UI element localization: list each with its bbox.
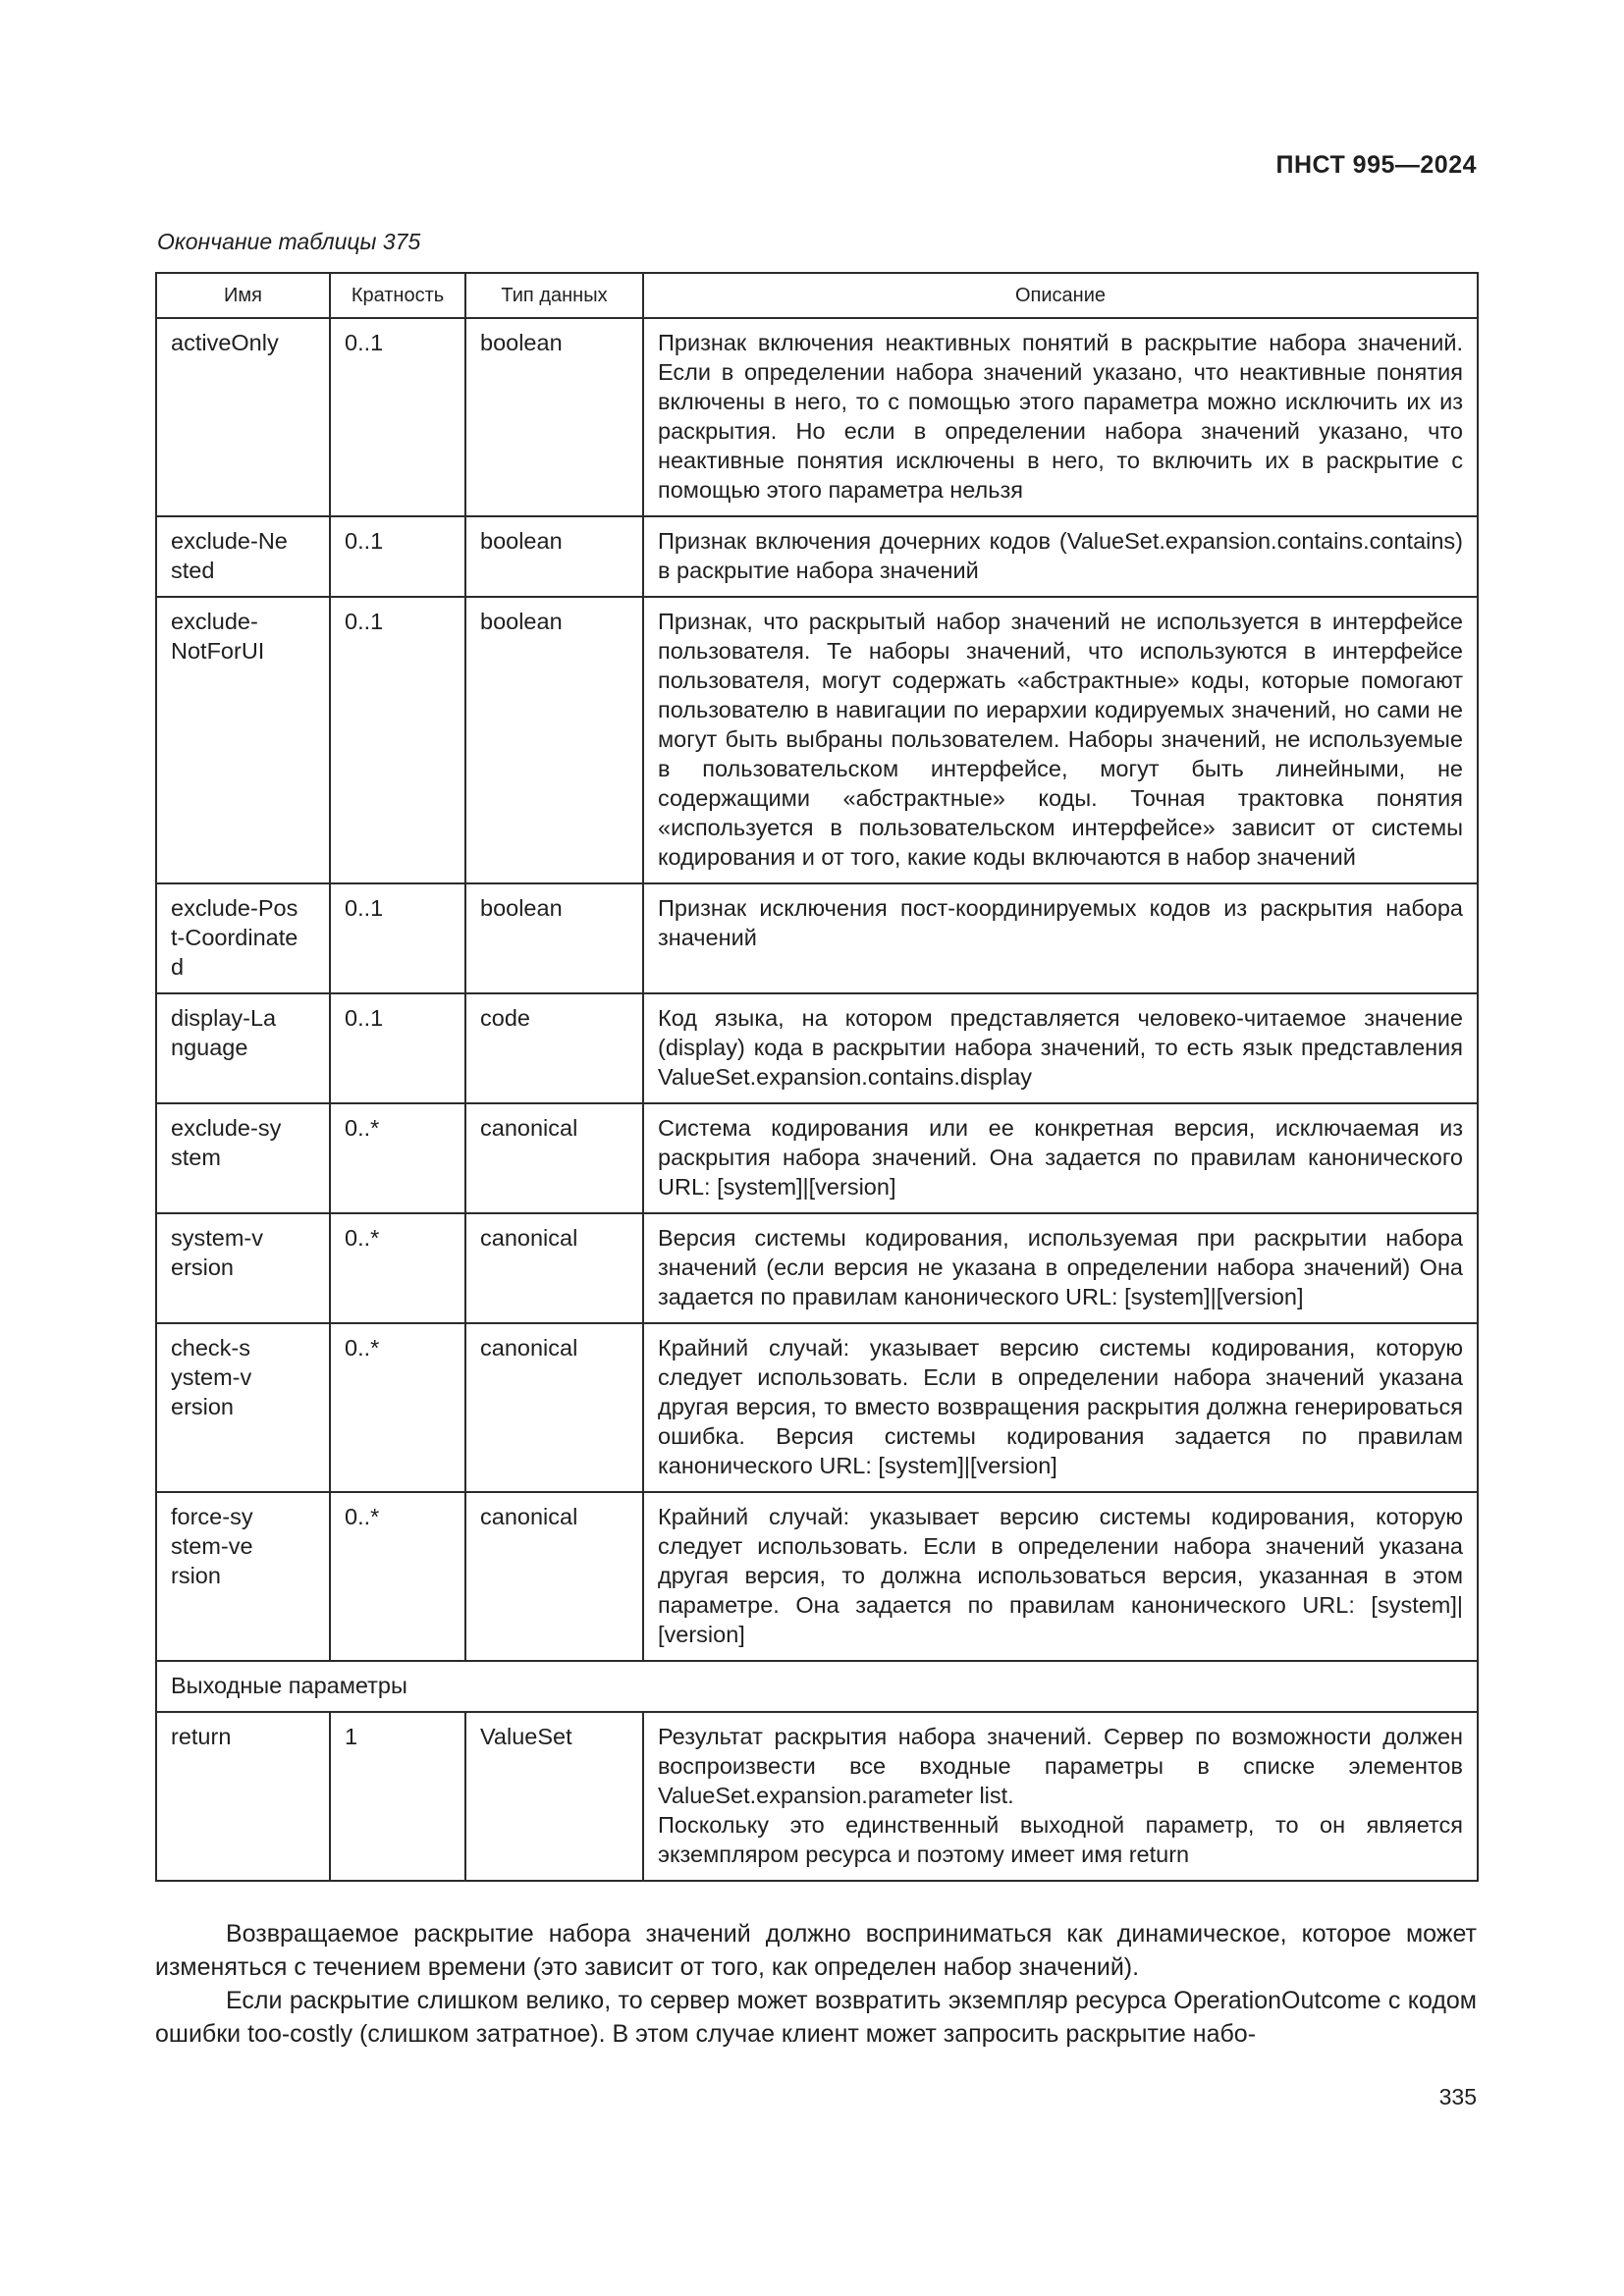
table-caption: Окончание таблицы 375 <box>157 229 421 254</box>
table-row <box>156 1323 1478 1492</box>
param-type: canonical <box>465 1323 643 1492</box>
section-label-output: Выходные параметры <box>156 1661 1478 1712</box>
table-row <box>156 597 1478 883</box>
column-header-description: Описание <box>643 273 1478 318</box>
table-row <box>156 516 1478 597</box>
table-row <box>156 1492 1478 1661</box>
description-line: Результат раскрытия набора значений. Сервер по возможности должен воспроизвести все входные параметры в списке элементов ValueSet.expansion.parameter list. <box>658 1724 1463 1808</box>
param-type: boolean <box>465 516 643 597</box>
page-number: 335 <box>1438 2084 1477 2109</box>
table-row <box>156 1712 1478 1881</box>
param-type: canonical <box>465 1103 643 1213</box>
param-type: ValueSet <box>465 1712 643 1881</box>
column-header-datatype: Тип данных <box>465 273 643 318</box>
param-cardinality: 0..* <box>330 1213 465 1323</box>
section-row <box>156 1661 1478 1712</box>
param-cardinality: 0..1 <box>330 318 465 516</box>
param-name: system-version <box>156 1213 330 1323</box>
param-name: force-system-version <box>156 1492 330 1661</box>
param-description: Код языка, на котором представляется человеко-читаемое значение (display) кода в раскрытии набора значений, то есть язык представления ValueSet.expansion.contains.display <box>643 993 1478 1103</box>
param-cardinality: 0..* <box>330 1103 465 1213</box>
param-name: exclude-Post-Coordinated <box>156 883 330 993</box>
param-name: exclude-NotForUI <box>156 597 330 883</box>
param-description: Признак включения неактивных понятий в раскрытие набора значений. Если в определении набора значений указано, что неактивные понятия включены в него, то с помощью этого параметра можно исключить их из раскрытия. Но если в определении набора значений указано, что неактивные понятия исключены в него, то включить их в раскрытие с помощью этого параметра нельзя <box>643 318 1478 516</box>
table-row <box>156 1103 1478 1213</box>
table-header-row <box>156 273 1478 318</box>
param-description: Признак, что раскрытый набор значений не используется в интерфейсе пользователя. Те наборы значений, что используются в интерфейсе пользователя, могут содержать «абстрактные» коды, которые помогают пользователю в навигации по иерархии кодируемых значений, но сами не могут быть выбраны пользователем. Наборы значений, не используемые в пользовательском интерфейсе, могут быть линейными, не содержащими «абстрактные» коды. Точная трактовка понятия «используется в пользовательском интерфейсе» зависит от системы кодирования и от того, какие коды включаются в набор значений <box>643 597 1478 883</box>
description-line: Поскольку это единственный выходной параметр, то он является экземпляром ресурса и поэтому имеет имя return <box>658 1812 1463 1867</box>
param-name: display-Language <box>156 993 330 1103</box>
param-cardinality: 0..1 <box>330 597 465 883</box>
param-cardinality: 0..1 <box>330 883 465 993</box>
param-name: return <box>156 1712 330 1881</box>
table-row <box>156 1213 1478 1323</box>
body-paragraph: Возвращаемое раскрытие набора значений должно восприниматься как динамическое, которое может изменяться с течением времени (это зависит от того, как определен набор значений). <box>155 1920 1477 1981</box>
param-description: Система кодирования или ее конкретная версия, исключаемая из раскрытия набора значений. Она задается по правилам канонического URL: [system]|[version] <box>643 1103 1478 1213</box>
param-name: exclude-system <box>156 1103 330 1213</box>
param-cardinality: 1 <box>330 1712 465 1881</box>
param-cardinality: 0..* <box>330 1323 465 1492</box>
param-name: activeOnly <box>156 318 330 516</box>
param-type: boolean <box>465 318 643 516</box>
param-type: canonical <box>465 1213 643 1323</box>
table-row <box>156 993 1478 1103</box>
param-description: Крайний случай: указывает версию системы кодирования, которую следует использовать. Если в определении набора значений указана другая версия, то должна использоваться версия, указанная в этом параметре. Она задается по правилам канонического URL: [system]|[version] <box>643 1492 1478 1661</box>
param-cardinality: 0..1 <box>330 993 465 1103</box>
param-description: Версия системы кодирования, используемая при раскрытии набора значений (если версия не указана в определении набора значений) Она задается по правилам канонического URL: [system]|[version] <box>643 1213 1478 1323</box>
param-description: Признак исключения пост-координируемых кодов из раскрытия набора значений <box>643 883 1478 993</box>
document-code: ПНСТ 995—2024 <box>1275 151 1477 179</box>
column-header-name: Имя <box>156 273 330 318</box>
param-type: code <box>465 993 643 1103</box>
body-paragraph: Если раскрытие слишком велико, то сервер может возвратить экземпляр ресурса OperationOutcome с кодом ошибки too-costly (слишком затратное). В этом случае клиент может запросить раскрытие набо- <box>155 1987 1477 2048</box>
table-row <box>156 318 1478 516</box>
param-type: canonical <box>465 1492 643 1661</box>
param-cardinality: 0..1 <box>330 516 465 597</box>
column-header-cardinality: Кратность <box>330 273 465 318</box>
parameters-table <box>155 272 1479 1882</box>
param-cardinality: 0..* <box>330 1492 465 1661</box>
param-type: boolean <box>465 883 643 993</box>
param-name: check-system-version <box>156 1323 330 1492</box>
param-description: Признак включения дочерних кодов (ValueSet.expansion.contains.contains) в раскрытие набора значений <box>643 516 1478 597</box>
param-description: Крайний случай: указывает версию системы кодирования, которую следует использовать. Если в определении набора значений указана другая версия, то вместо возвращения раскрытия должна генерироваться ошибка. Версия системы кодирования задается по правилам канонического URL: [system]|[version] <box>643 1323 1478 1492</box>
table-row <box>156 883 1478 993</box>
param-description <box>643 1712 1478 1881</box>
param-name: exclude-Nested <box>156 516 330 597</box>
param-type: boolean <box>465 597 643 883</box>
